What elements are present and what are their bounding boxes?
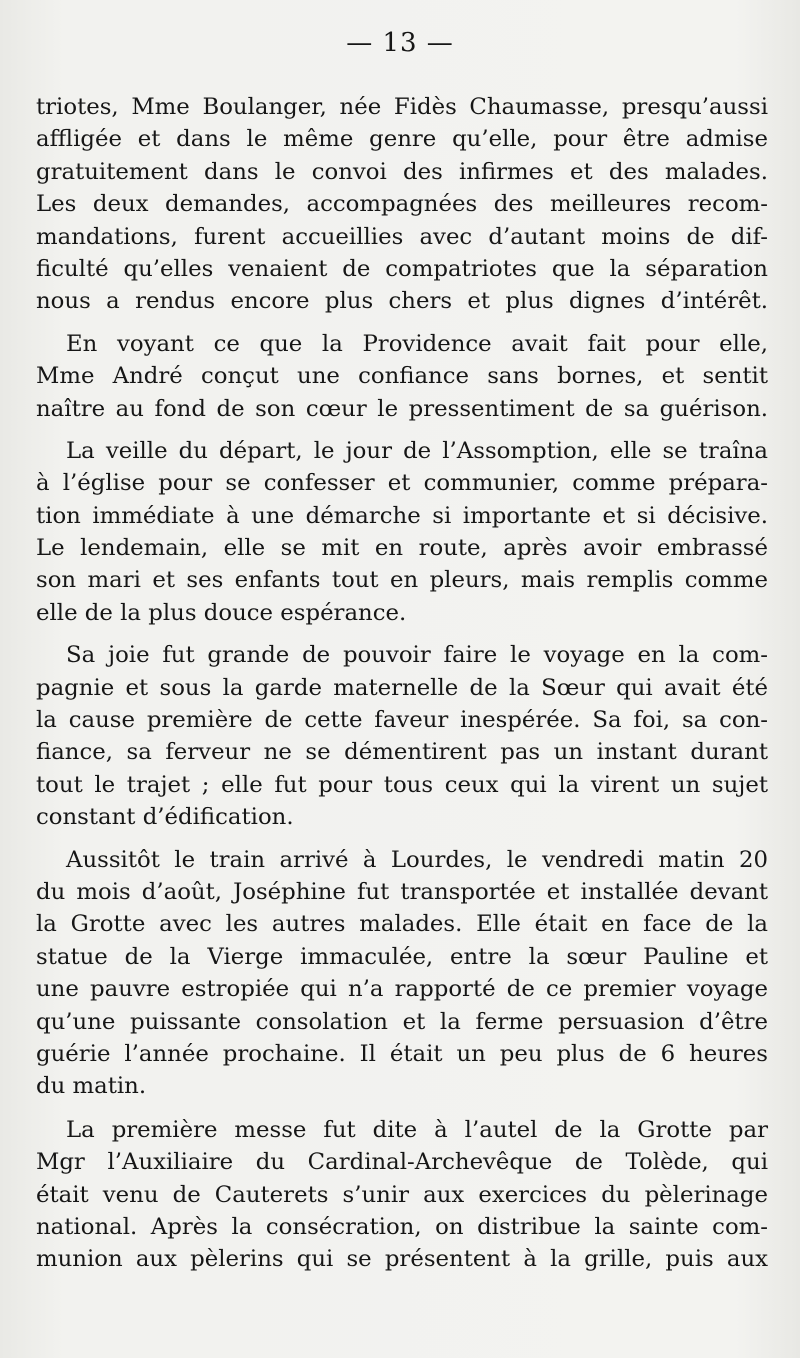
text-line: Mme André conçut une confiance sans bornes, et sentit [36,363,768,390]
text-line: Aussitôt le train arrivé à Lourdes, le vendredi matin 20 [66,846,768,873]
text-line: La première messe fut dite à l’autel de la Grotte par [66,1116,768,1143]
text-line: constant d’édification. [36,804,294,831]
text-line: En voyant ce que la Providence avait fait pour elle, [66,330,768,357]
text-line: La veille du départ, le jour de l’Assomption, elle se traîna [66,437,768,464]
text-line: une pauvre estropiée qui n’a rapporté de ce premier voyage [36,976,768,1003]
text-line: ficulté qu’elles venaient de compatriotes que la séparation [36,255,768,282]
paragraph-4 [36,639,768,833]
body-text [36,91,768,1288]
text-line: nous a rendus encore plus chers et plus dignes d’intérêt. [36,288,768,315]
text-line: à l’église pour se confesser et communier, comme prépara- [36,470,768,497]
text-line: Le lendemain, elle se mit en route, après avoir embrassé [36,535,768,562]
text-line: la cause première de cette faveur inespérée. Sa foi, sa con- [36,707,768,734]
text-line: du mois d’août, Joséphine fut transportée et installée devant [36,878,768,905]
paragraph-1 [36,91,768,318]
text-line: était venu de Cauterets s’unir aux exercices du pèlerinage [36,1181,768,1208]
text-line: Sa joie fut grande de pouvoir faire le voyage en la com- [66,642,768,669]
text-line: son mari et ses enfants tout en pleurs, mais remplis comme [36,567,768,594]
text-line: naître au fond de son cœur le pressentiment de sa guérison. [36,395,768,422]
text-line: qu’une puissante consolation et la ferme persuasion d’être [36,1008,768,1035]
text-line: du matin. [36,1073,147,1100]
text-line: guérie l’année prochaine. Il était un peu plus de 6 heures [36,1040,768,1067]
paragraph-5 [36,844,768,1103]
text-line: tion immédiate à une démarche si importante et si décisive. [36,502,768,529]
text-line: national. Après la consécration, on distribue la sainte com- [36,1213,768,1240]
paragraph-2 [36,328,768,425]
text-line: elle de la plus douce espérance. [36,599,407,626]
page-number: — 13 — [346,28,454,58]
text-line: affligée et dans le même genre qu’elle, pour être admise [36,126,768,153]
text-line: pagnie et sous la garde maternelle de la Sœur qui avait été [36,674,768,701]
text-line: fiance, sa ferveur ne se démentirent pas un instant durant [36,739,768,766]
text-line: Mgr l’Auxiliaire du Cardinal-Archevêque de Tolède, qui [36,1149,768,1176]
text-line: mandations, furent accueillies avec d’autant moins de dif- [36,223,768,250]
text-line: gratuitement dans le convoi des infirmes et des malades. [36,158,768,185]
paragraph-6 [36,1114,768,1276]
text-line: munion aux pèlerins qui se présentent à la grille, puis aux [36,1246,768,1273]
paragraph-3 [36,435,768,629]
text-line: Les deux demandes, accompagnées des meilleures recom- [36,191,768,218]
text-line: triotes, Mme Boulanger, née Fidès Chaumasse, presqu’aussi [36,94,768,120]
text-line: la Grotte avec les autres malades. Elle était en face de la [36,911,768,938]
text-line: statue de la Vierge immaculée, entre la sœur Pauline et [36,943,768,970]
text-line: tout le trajet ; elle fut pour tous ceux qui la virent un sujet [36,771,768,798]
